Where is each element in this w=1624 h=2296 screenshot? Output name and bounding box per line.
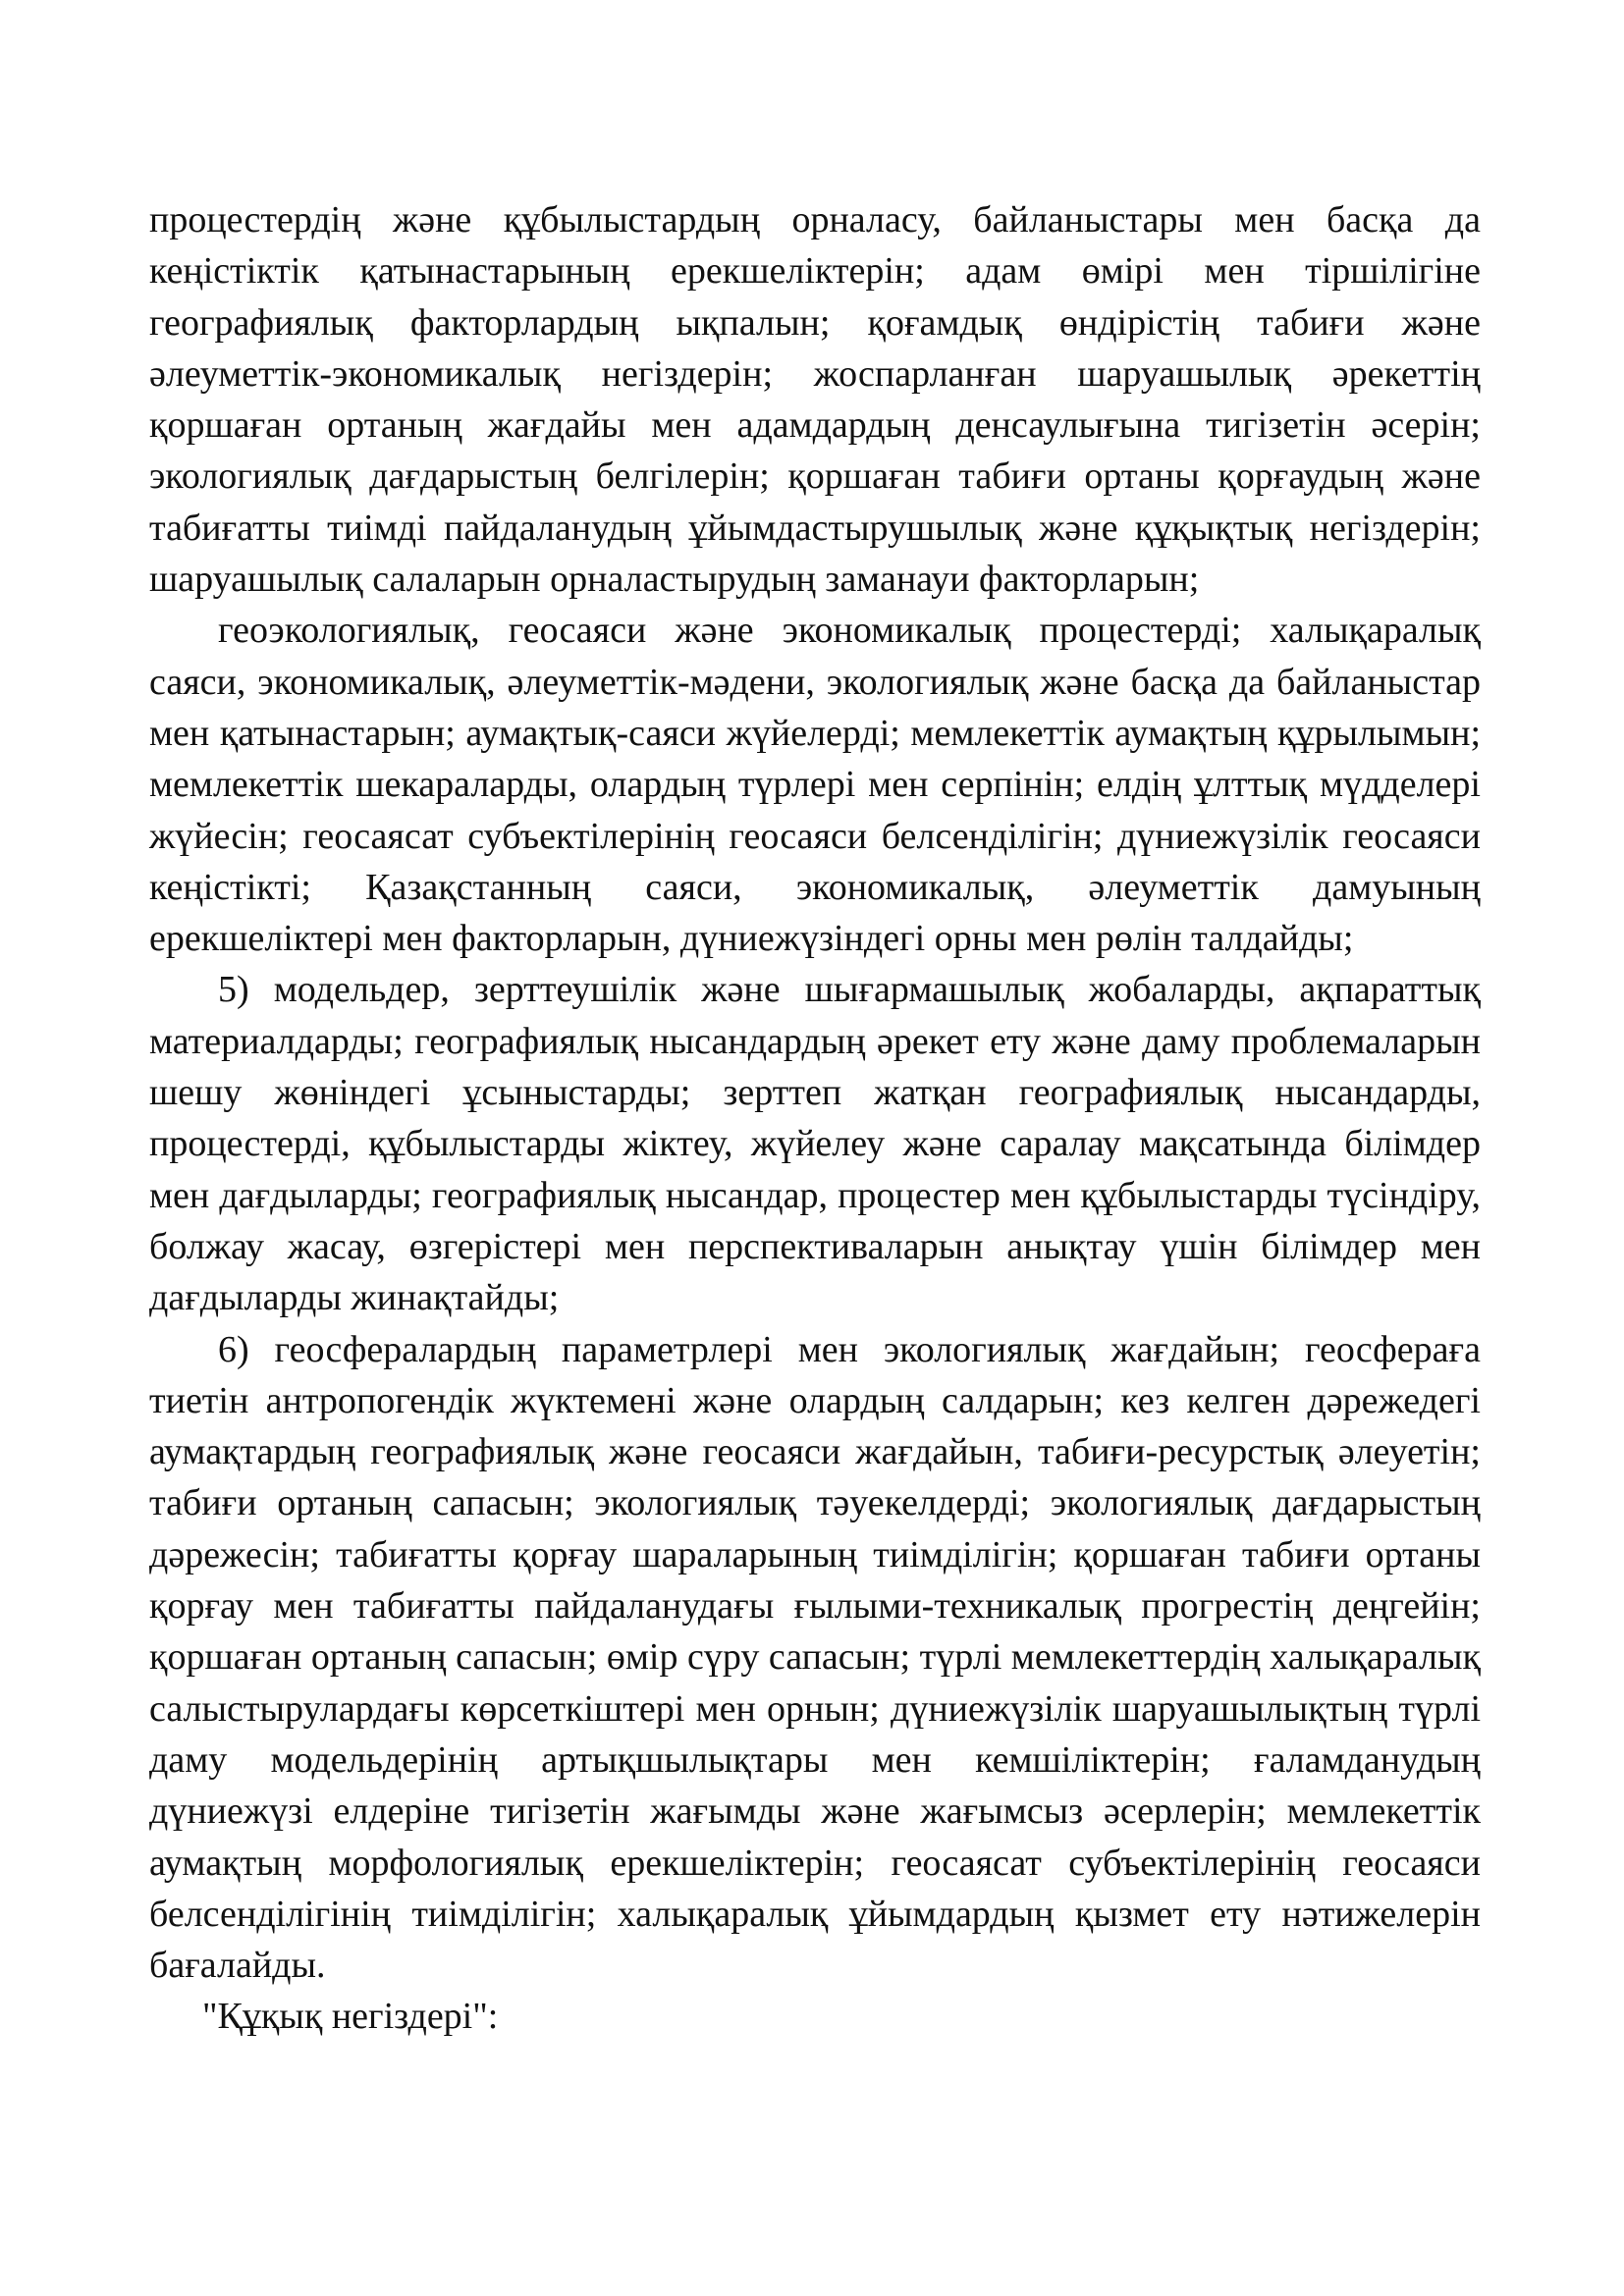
paragraph-continuation: процестердің және құбылыстардың орналасу, байланыстары мен басқа да кеңістіктік қатынастарының ерекшеліктерін; адам өмірі мен тіршілігіне географиялық факторлардың ықпалын; қоғамдық өндірістің табиғи және әлеуметтік-экономикалық негіздерін; жоспарланған шаруашылық әрекеттің қоршаған ортаның жағдайы мен адамдардың денсаулығына тигізетін әсерін; экологиялық дағдарыстың белгілерін; қоршаған табиғи ортаны қорғаудың және табиғатты тиімді пайдаланудың ұйымдастырушылық және құқықтық негіздерін; шаруашылық салаларын орналастырудың заманауи факторларын; <box>149 199 1481 601</box>
paragraph-item-6: 6) геосфералардың параметрлері мен экологиялық жағдайын; геосфераға тиетін антропогендік жүктемені және олардың салдарын; кез келген дәрежедегі аумақтардың географиялық және геосаяси жағдайын, табиғи-ресурстық әлеуетін; табиғи ортаның сапасын; экологиялық тәуекелдерді; экологиялық дағдарыстың дәрежесін; табиғатты қорғау шараларының тиімділігін; қоршаған табиғи ортаны қорғау мен табиғатты пайдаланудағы ғылыми-техникалық прогрестің деңгейін; қоршаған ортаның сапасын; өмір сүру сапасын; түрлі мемлекеттердің халықаралық салыстырулардағы көрсеткіштері мен орнын; дүниежүзілік шаруашылықтың түрлі даму модельдерінің артықшылықтары мен кемшіліктерін; ғаламданудың дүниежүзі елдеріне тигізетін жағымды және жағымсыз әсерлерін; мемлекеттік аумақтың морфологиялық ерекшеліктерін; геосаясат субъектілерінің геосаяси белсенділігінің тиімділігін; халықаралық ұйымдардың қызмет ету нәтижелерін бағалайды. <box>149 1328 1481 1987</box>
document-body <box>149 194 1481 2043</box>
paragraph-item-5: 5) модельдер, зерттеушілік және шығармашылық жобаларды, ақпараттық материалдарды; географиялық нысандардың әрекет ету және даму проблемаларын шешу жөніндегі ұсыныстарды; зерттеп жатқан географиялық нысандарды, процестерді, құбылыстарды жіктеу, жүйелеу және саралау мақсатында білімдер мен дағдыларды; географиялық нысандар, процестер мен құбылыстарды түсіндіру, болжау жасау, өзгерістері мен перспективаларын анықтау үшін білімдер мен дағдыларды жинақтайды; <box>149 969 1481 1319</box>
paragraph-geoecology: геоэкологиялық, геосаяси және экономикалық процестерді; халықаралық саяси, экономикалық, әлеуметтік-мәдени, экологиялық және басқа да байланыстар мен қатынастарын; аумақтық-саяси жүйелерді; мемлекеттік аумақтың құрылымын; мемлекеттік шекараларды, олардың түрлері мен серпінін; елдің ұлттық мүдделері жүйесін; геосаясат субъектілерінің геосаяси белсенділігін; дүниежүзілік геосаяси кеңістікті; Қазақстанның саяси, экономикалық, әлеуметтік дамуының ерекшеліктері мен факторларын, дүниежүзіндегі орны мен рөлін талдайды; <box>149 610 1481 960</box>
section-heading-law-basics: "Құқық негіздері": <box>202 1996 499 2038</box>
